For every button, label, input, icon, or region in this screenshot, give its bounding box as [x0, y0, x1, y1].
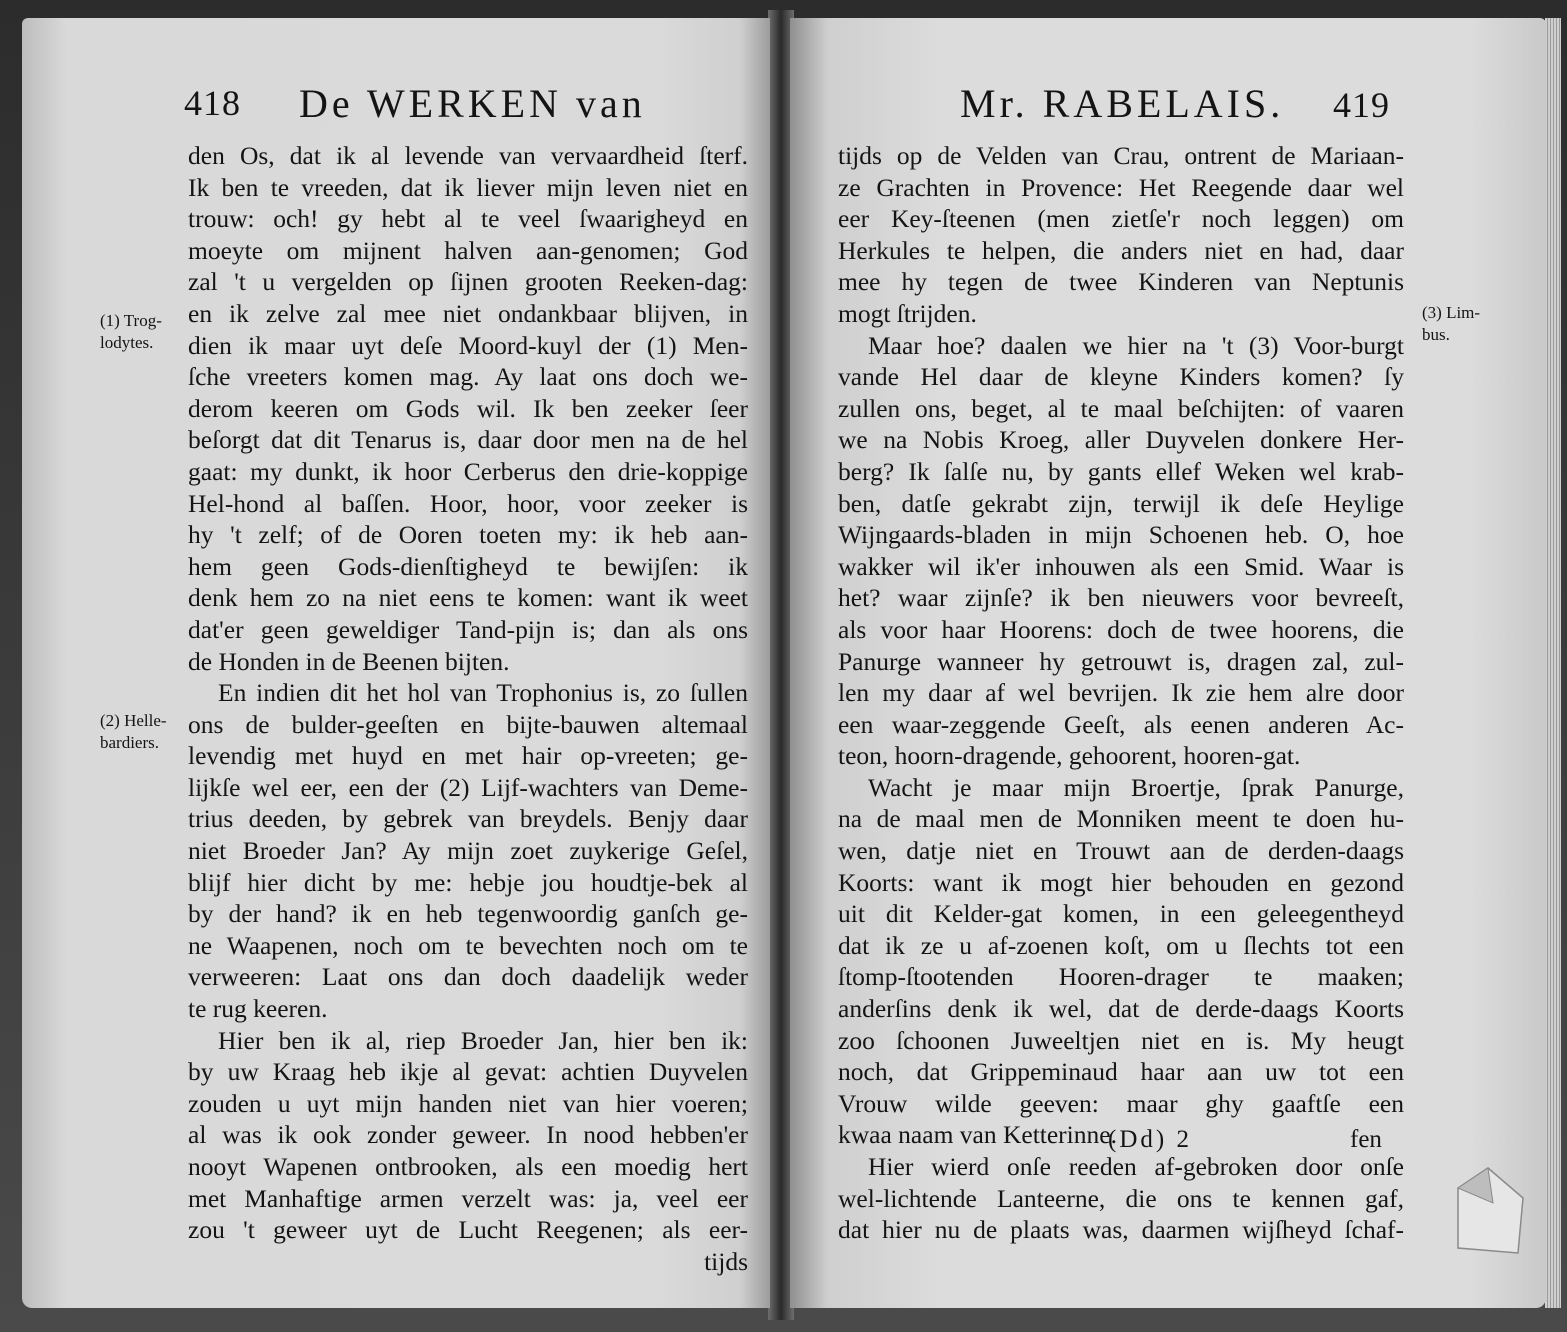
right-running-title: Mr. RABELAIS. [960, 81, 1285, 126]
text-line: gaat: my dunkt, ik hoor Cerberus den drie-koppige [188, 456, 748, 486]
text-line: mogt ſtrijden. [838, 298, 977, 328]
text-line: beſorgt dat dit Tenarus is, daar door men na de hel [188, 425, 748, 455]
text-line: het? waar zijnſe? ik ben nieuwers voor bevreeſt, [838, 583, 1404, 613]
text-line: na de maal men de Monniken meent te doen hu- [838, 804, 1404, 834]
text-line: dat ik ze u af-zoenen koſt, om u ſlechts tot een [838, 930, 1404, 960]
text-line: ben, datſe gekrabt zijn, terwijl ik deſe Heylige [838, 488, 1404, 518]
text-line: we na Nobis Kroeg, aller Duyvelen donkere Her- [838, 425, 1404, 455]
margin-note [100, 310, 162, 354]
text-line: berg? Ik ſalſe nu, by gants ellef Weken wel krab- [838, 456, 1404, 486]
text-line: verweeren: Laat ons dan doch daadelijk weder [188, 962, 748, 992]
text-line: tijds op de Velden van Crau, ontrent de Mariaan- [838, 141, 1404, 170]
text-line: ne Waapenen, noch om te bevechten noch om te [188, 930, 748, 960]
text-line: dat'er geen geweldiger Tand-pijn is; dan als ons [188, 614, 748, 644]
text-line: wel-lichtende Lanteerne, die ons te kennen gaf, [838, 1183, 1404, 1213]
text-line: Herkules te helpen, die anders niet en had, daar [838, 235, 1404, 265]
text-line: noch, dat Grippeminaud haar aan uw tot een [838, 1057, 1404, 1087]
text-line: nooyt Wapenen ontbrooken, als een moedig hert [188, 1152, 748, 1181]
left-running-head [184, 80, 764, 136]
text-line: ſtomp-ſtootenden Hooren-drager te maaken; [838, 962, 1404, 992]
text-line: uit dit Kelder-gat komen, in een geleegentheyd [838, 899, 1404, 929]
text-line: een waar-zeggende Geeſt, als eenen anderen Ac- [838, 709, 1404, 739]
text-line: lijkſe wel eer, een der (2) Lijf-wachters van Deme- [188, 772, 748, 802]
text-line: Hel-hond al baſſen. Hoor, hoor, voor zeeker is [188, 488, 748, 518]
text-line: den Os, dat ik al levende van vervaardheid ſterf. [188, 141, 748, 170]
text-line: len my daar af wel bevrijen. Ik zie hem alre door [838, 678, 1404, 708]
text-line: niet Broeder Jan? Ay mijn zoet zuykerige Geſel, [188, 836, 748, 866]
text-line: zal 't u vergelden op ſijnen grooten Reeken-dag: [188, 267, 748, 297]
text-line: Wijngaards-bladen in mijn Schoenen heb. O, hoe [838, 520, 1404, 550]
text-line: kwaa naam van Ketterinne. [838, 1120, 1117, 1150]
text-line: zoo ſchoonen Juweeltjen niet en is. My heugt [838, 1025, 1404, 1055]
text-line: mee hy tegen de twee Kinderen van Neptunis [838, 267, 1404, 297]
folded-corner-icon [1448, 1158, 1528, 1258]
text-line: dien ik maar uyt deſe Moord-kuyl der (1) Men- [188, 330, 748, 360]
text-line: teon, hoorn-dragende, gehoorent, hooren-gat. [838, 741, 1301, 771]
text-line: Maar hoe? daalen we hier na 't (3) Voor-burgt [868, 330, 1404, 360]
text-line: En indien dit het hol van Trophonius is, zo ſullen [218, 678, 748, 708]
text-line: en ik zelve zal mee niet ondankbaar blijven, in [188, 298, 748, 328]
text-line: vande Hel daar de kleyne Kinders komen? ſy [838, 362, 1404, 392]
text-line: te rug keeren. [188, 994, 328, 1024]
margin-note-line: bus. [1422, 325, 1450, 344]
text-line: zullen ons, beget, al te maal beſchijten: of vaaren [838, 393, 1404, 423]
text-line: Vrouw wilde geeven: maar ghy gaaftſe een [838, 1088, 1404, 1118]
right-catchword: fen [1350, 1126, 1382, 1153]
left-running-title: De WERKEN van [299, 81, 646, 126]
text-line: hy 't zelf; of de Ooren toeten my: ik heb aan- [188, 520, 748, 550]
text-line: zou 't geweer uyt de Lucht Reegenen; als eer- [188, 1215, 748, 1245]
text-line: ons de bulder-geeſten en bijte-bauwen altemaal [188, 709, 748, 739]
text-line: hem geen Gods-dienſtigheyd te bewijſen: ik [188, 551, 748, 581]
text-line: Hier ben ik al, riep Broeder Jan, hier ben ik: [218, 1025, 748, 1055]
text-line: wakker wil ik'er inhouwen als een Smid. Waar is [838, 551, 1404, 581]
right-page-number: 419 [1333, 85, 1390, 125]
right-body-text [838, 140, 1404, 1246]
left-page [22, 18, 770, 1308]
right-page [790, 18, 1546, 1308]
text-line: blijf hier dicht by me: hebje jou houdtje-bek al [188, 867, 748, 897]
margin-note-line: bardiers. [100, 733, 160, 752]
text-line: Panurge wanneer hy getrouwt is, dragen zal, zul- [838, 646, 1404, 676]
text-line: moeyte om mijnent halven aan-genomen; God [188, 235, 748, 265]
margin-note-line: (1) Trog- [100, 311, 162, 330]
text-line: Ik ben te vreeden, dat ik liever mijn leven niet en [188, 172, 748, 202]
margin-note-line: lodytes. [100, 333, 154, 352]
margin-note [1422, 302, 1480, 346]
text-line: trius deeden, by gebrek van breydels. Benjy daar [188, 804, 748, 834]
left-body-text [188, 140, 748, 1277]
text-line: de Honden in de Beenen bijten. [188, 646, 510, 676]
text-line: levendig met huyd en met hair op-vreeten; ge- [188, 741, 748, 771]
text-line: by der hand? ik en heb tegenwoordig ganſch ge- [188, 899, 748, 929]
text-line: Wacht je maar mijn Broertje, ſprak Panurge, [868, 772, 1404, 802]
text-line: ſche vreeters komen mag. Ay laat ons doch we- [188, 362, 748, 392]
right-running-head [960, 80, 1520, 136]
margin-note [100, 710, 167, 754]
text-line: dat hier nu de plaats was, daarmen wijſheyd ſchaf- [838, 1215, 1404, 1245]
text-line: zouden u uyt mijn handen niet van hier voeren; [188, 1088, 748, 1118]
left-catchword: tijds [704, 1246, 748, 1276]
text-line: als voor haar Hoorens: doch de twee hoorens, die [838, 614, 1404, 644]
page-edges [1545, 18, 1561, 1308]
text-line: anderſins denk ik wel, dat de derde-daags Koorts [838, 994, 1404, 1024]
margin-note-line: (2) Helle- [100, 711, 167, 730]
text-line: denk hem zo na niet eens te komen: want ik weet [188, 583, 748, 613]
text-line: al was ik ook zonder geweer. In nood hebben'er [188, 1120, 748, 1150]
left-page-number: 418 [184, 83, 241, 123]
text-line: by uw Kraag heb ikje al gevat: achtien Duyvelen [188, 1057, 748, 1087]
text-line: wen, datje niet en Trouwt aan de derden-daags [838, 836, 1404, 866]
text-line: derom keeren om Gods wil. Ik ben zeeker ſeer [188, 393, 748, 423]
text-line: eer Key-ſteenen (men zietſe'r noch leggen) om [838, 204, 1404, 234]
text-line: Koorts: want ik mogt hier behouden en gezond [838, 867, 1404, 897]
text-line: trouw: och! gy hebt al te veel ſwaarigheyd en [188, 204, 748, 234]
text-line: met Manhaftige armen verzelt was: ja, veel eer [188, 1183, 748, 1213]
text-line: ze Grachten in Provence: Het Reegende daar wel [838, 172, 1404, 202]
margin-note-line: (3) Lim- [1422, 303, 1481, 322]
signature-mark: (Dd) 2 [1108, 1126, 1192, 1153]
text-line: Hier wierd onſe reeden af-gebroken door onſe [868, 1152, 1404, 1181]
